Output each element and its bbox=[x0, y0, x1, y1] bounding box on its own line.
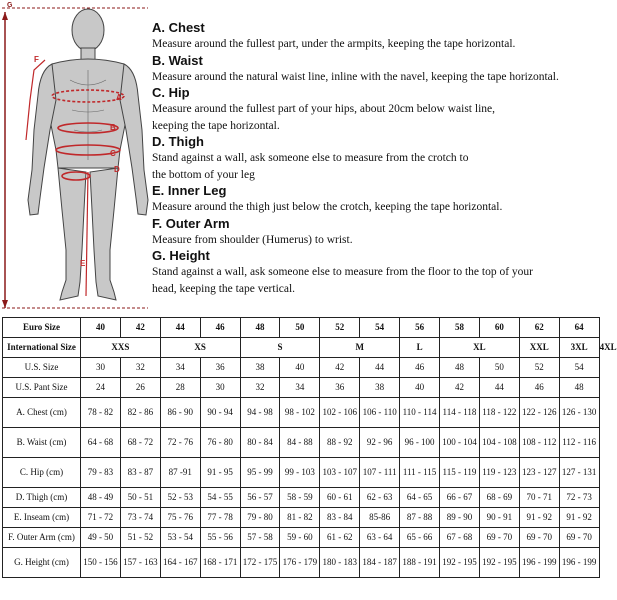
table-cell: 168 - 171 bbox=[200, 548, 240, 578]
table-cell: 119 - 123 bbox=[479, 458, 519, 488]
table-cell: 67 - 68 bbox=[440, 528, 480, 548]
table-cell: 30 bbox=[200, 378, 240, 398]
row-header: International Size bbox=[3, 338, 81, 358]
table-cell: 48 bbox=[440, 358, 480, 378]
table-cell: 34 bbox=[280, 378, 320, 398]
row-header: Euro Size bbox=[3, 318, 81, 338]
table-cell: 38 bbox=[240, 358, 280, 378]
table-row bbox=[3, 428, 600, 458]
table-cell: 91 - 92 bbox=[519, 508, 559, 528]
table-cell: 111 - 115 bbox=[400, 458, 440, 488]
table-cell: 42 bbox=[120, 318, 160, 338]
label-c: C bbox=[110, 149, 116, 158]
table-cell: 32 bbox=[120, 358, 160, 378]
table-cell: 65 - 66 bbox=[400, 528, 440, 548]
table-cell: 69 - 70 bbox=[559, 528, 599, 548]
table-cell: 126 - 130 bbox=[559, 398, 599, 428]
row-header: U.S. Pant Size bbox=[3, 378, 81, 398]
table-cell: 100 - 104 bbox=[440, 428, 480, 458]
instruction-title: E. Inner Leg bbox=[152, 183, 227, 198]
table-cell: XXS bbox=[81, 338, 161, 358]
table-row bbox=[3, 508, 600, 528]
table-cell: 87 -91 bbox=[160, 458, 200, 488]
table-cell: 26 bbox=[120, 378, 160, 398]
table-cell: 57 - 58 bbox=[240, 528, 280, 548]
table-row: International Size XXS XS S M L XL XXL 3XL 4XL bbox=[3, 338, 600, 358]
instruction-text: Measure from shoulder (Humerus) to wrist. bbox=[152, 233, 353, 246]
table-cell: 99 - 103 bbox=[280, 458, 320, 488]
row-header: A. Chest (cm) bbox=[3, 398, 81, 428]
label-d: D bbox=[114, 165, 120, 174]
table-cell: 64 - 65 bbox=[400, 488, 440, 508]
table-cell: 150 - 156 bbox=[81, 548, 121, 578]
instruction-title: F. Outer Arm bbox=[152, 215, 230, 231]
row-header: F. Outer Arm (cm) bbox=[3, 528, 81, 548]
table-row bbox=[3, 488, 600, 508]
table-cell: 50 - 51 bbox=[120, 488, 160, 508]
table-cell: 122 - 126 bbox=[519, 398, 559, 428]
table-cell: 90 - 94 bbox=[200, 398, 240, 428]
table-cell: XS bbox=[160, 338, 240, 358]
table-cell: 196 - 199 bbox=[519, 548, 559, 578]
row-header: G. Height (cm) bbox=[3, 548, 81, 578]
table-cell: 64 - 68 bbox=[81, 428, 121, 458]
table-cell: 50 bbox=[479, 358, 519, 378]
table-cell: 30 bbox=[81, 358, 121, 378]
row-header: B. Waist (cm) bbox=[3, 428, 81, 458]
table-cell: 49 - 50 bbox=[81, 528, 121, 548]
table-cell: 60 - 61 bbox=[320, 488, 360, 508]
table-cell: 24 bbox=[81, 378, 121, 398]
table-cell: 196 - 199 bbox=[559, 548, 599, 578]
table-cell: 42 bbox=[320, 358, 360, 378]
instruction-title: G. Height bbox=[152, 248, 210, 263]
table-cell: 176 - 179 bbox=[280, 548, 320, 578]
table-cell: 73 - 74 bbox=[120, 508, 160, 528]
table-cell: 115 - 119 bbox=[440, 458, 480, 488]
table-cell: 44 bbox=[479, 378, 519, 398]
table-cell: 38 bbox=[360, 378, 400, 398]
table-cell: 46 bbox=[400, 358, 440, 378]
row-header: U.S. Size bbox=[3, 358, 81, 378]
table-cell: 71 - 72 bbox=[81, 508, 121, 528]
table-cell: 54 - 55 bbox=[200, 488, 240, 508]
table-cell: 102 - 106 bbox=[320, 398, 360, 428]
table-cell: 72 - 76 bbox=[160, 428, 200, 458]
table-row bbox=[3, 318, 600, 338]
table-cell: 48 bbox=[559, 378, 599, 398]
table-cell: XXL bbox=[519, 338, 559, 358]
instruction-title: C. Hip bbox=[152, 85, 190, 100]
table-cell: 83 - 87 bbox=[120, 458, 160, 488]
table-cell: 56 bbox=[400, 318, 440, 338]
table-cell: 62 - 63 bbox=[360, 488, 400, 508]
table-cell: 32 bbox=[240, 378, 280, 398]
instruction-text: the bottom of your leg bbox=[152, 168, 255, 181]
table-cell: 69 - 70 bbox=[519, 528, 559, 548]
table-cell: L bbox=[400, 338, 440, 358]
label-a: A bbox=[116, 93, 122, 102]
table-cell: 164 - 167 bbox=[160, 548, 200, 578]
table-cell: 87 - 88 bbox=[400, 508, 440, 528]
instruction-text: Stand against a wall, ask someone else to measure from the crotch to bbox=[152, 152, 469, 164]
table-cell: 172 - 175 bbox=[240, 548, 280, 578]
label-g: G bbox=[7, 2, 13, 9]
table-cell: 90 - 91 bbox=[479, 508, 519, 528]
instruction-text: keeping the tape horizontal. bbox=[152, 119, 280, 132]
table-cell: 78 - 82 bbox=[81, 398, 121, 428]
table-cell: 180 - 183 bbox=[320, 548, 360, 578]
table-cell: 82 - 86 bbox=[120, 398, 160, 428]
table-cell: 79 - 80 bbox=[240, 508, 280, 528]
table-cell: XL bbox=[440, 338, 520, 358]
table-cell: 114 - 118 bbox=[440, 398, 480, 428]
table-cell: 48 - 49 bbox=[81, 488, 121, 508]
table-cell: 56 - 57 bbox=[240, 488, 280, 508]
table-cell: 95 - 99 bbox=[240, 458, 280, 488]
table-cell: 40 bbox=[400, 378, 440, 398]
table-cell: 80 - 84 bbox=[240, 428, 280, 458]
table-cell: 66 - 67 bbox=[440, 488, 480, 508]
table-cell: 68 - 72 bbox=[120, 428, 160, 458]
table-cell: M bbox=[320, 338, 400, 358]
table-cell: 106 - 110 bbox=[360, 398, 400, 428]
table-cell: 36 bbox=[200, 358, 240, 378]
table-cell: 184 - 187 bbox=[360, 548, 400, 578]
measurement-instructions bbox=[152, 20, 598, 297]
table-cell: 55 - 56 bbox=[200, 528, 240, 548]
instruction-text: Measure around the thigh just below the crotch, keeping the tape horizontal. bbox=[152, 201, 503, 213]
table-row bbox=[3, 528, 600, 548]
table-cell: 192 - 195 bbox=[440, 548, 480, 578]
table-cell: 44 bbox=[160, 318, 200, 338]
table-cell: 92 - 96 bbox=[360, 428, 400, 458]
table-cell: 52 - 53 bbox=[160, 488, 200, 508]
table-cell: 58 bbox=[440, 318, 480, 338]
table-cell: 157 - 163 bbox=[120, 548, 160, 578]
table-cell: 94 - 98 bbox=[240, 398, 280, 428]
instruction-text: head, keeping the tape vertical. bbox=[152, 282, 296, 295]
table-cell: 53 - 54 bbox=[160, 528, 200, 548]
table-cell: 70 - 71 bbox=[519, 488, 559, 508]
row-header: C. Hip (cm) bbox=[3, 458, 81, 488]
table-cell: 59 - 60 bbox=[280, 528, 320, 548]
label-f: F bbox=[34, 55, 39, 64]
table-cell: 96 - 100 bbox=[400, 428, 440, 458]
row-header: E. Inseam (cm) bbox=[3, 508, 81, 528]
table-cell: 98 - 102 bbox=[280, 398, 320, 428]
table-cell: 123 - 127 bbox=[519, 458, 559, 488]
mannequin-illustration bbox=[0, 0, 148, 312]
table-cell: 88 - 92 bbox=[320, 428, 360, 458]
table-cell: 36 bbox=[320, 378, 360, 398]
table-cell: 52 bbox=[320, 318, 360, 338]
table-cell: 3XL bbox=[559, 338, 599, 358]
table-cell: 107 - 111 bbox=[360, 458, 400, 488]
table-cell: 69 - 70 bbox=[479, 528, 519, 548]
table-cell: 110 - 114 bbox=[400, 398, 440, 428]
table-cell: 54 bbox=[559, 358, 599, 378]
table-cell: 46 bbox=[519, 378, 559, 398]
table-cell: 104 - 108 bbox=[479, 428, 519, 458]
table-cell: 75 - 76 bbox=[160, 508, 200, 528]
instruction-text: Stand against a wall, ask someone else to measure from the floor to the top of your bbox=[152, 266, 533, 278]
table-cell: 28 bbox=[160, 378, 200, 398]
table-cell: 64 bbox=[559, 318, 599, 338]
instruction-text: Measure around the fullest part, under the armpits, keeping the tape horizontal. bbox=[152, 38, 516, 50]
size-chart-table bbox=[2, 317, 617, 578]
instruction-text: Measure around the natural waist line, inline with the navel, keeping the tape horizontal. bbox=[152, 70, 559, 83]
table-cell: 89 - 90 bbox=[440, 508, 480, 528]
table-cell: 72 - 73 bbox=[559, 488, 599, 508]
table-row bbox=[3, 378, 600, 398]
table-cell: 83 - 84 bbox=[320, 508, 360, 528]
table-cell: 58 - 59 bbox=[280, 488, 320, 508]
table-cell: 50 bbox=[280, 318, 320, 338]
table-cell: 63 - 64 bbox=[360, 528, 400, 548]
table-cell: 118 - 122 bbox=[479, 398, 519, 428]
table-cell: 42 bbox=[440, 378, 480, 398]
table-cell: 81 - 82 bbox=[280, 508, 320, 528]
table-row bbox=[3, 358, 600, 378]
instruction-title: B. Waist bbox=[152, 52, 203, 68]
table-cell: 86 - 90 bbox=[160, 398, 200, 428]
table-cell: 85-86 bbox=[360, 508, 400, 528]
body-measurement-figure bbox=[0, 0, 148, 312]
table-cell: S bbox=[240, 338, 320, 358]
table-row bbox=[3, 398, 600, 428]
table-cell: 54 bbox=[360, 318, 400, 338]
instruction-title: D. Thigh bbox=[152, 134, 204, 149]
table-cell: 62 bbox=[519, 318, 559, 338]
label-e: E bbox=[80, 259, 86, 268]
table-cell: 76 - 80 bbox=[200, 428, 240, 458]
table-cell: 91 - 92 bbox=[559, 508, 599, 528]
table-cell: 192 - 195 bbox=[479, 548, 519, 578]
table-cell: 44 bbox=[360, 358, 400, 378]
table-cell: 108 - 112 bbox=[519, 428, 559, 458]
table-cell: 127 - 131 bbox=[559, 458, 599, 488]
table-row bbox=[3, 548, 600, 578]
instruction-title: A. Chest bbox=[152, 20, 205, 35]
table-cell: 77 - 78 bbox=[200, 508, 240, 528]
label-b: B bbox=[110, 123, 116, 132]
table-cell: 61 - 62 bbox=[320, 528, 360, 548]
table-cell: 40 bbox=[81, 318, 121, 338]
table-cell: 51 - 52 bbox=[120, 528, 160, 548]
table-cell: 79 - 83 bbox=[81, 458, 121, 488]
table-cell: 60 bbox=[479, 318, 519, 338]
table-cell: 52 bbox=[519, 358, 559, 378]
table-cell: 112 - 116 bbox=[559, 428, 599, 458]
table-cell: 188 - 191 bbox=[400, 548, 440, 578]
table-cell: 84 - 88 bbox=[280, 428, 320, 458]
table-cell: 46 bbox=[200, 318, 240, 338]
row-header: D. Thigh (cm) bbox=[3, 488, 81, 508]
table-cell: 48 bbox=[240, 318, 280, 338]
table-cell: 34 bbox=[160, 358, 200, 378]
table-cell: 103 - 107 bbox=[320, 458, 360, 488]
table-cell: 68 - 69 bbox=[479, 488, 519, 508]
table-cell: 91 - 95 bbox=[200, 458, 240, 488]
instruction-text: Measure around the fullest part of your hips, about 20cm below waist line, bbox=[152, 103, 496, 115]
table-cell: 40 bbox=[280, 358, 320, 378]
table-row bbox=[3, 458, 600, 488]
